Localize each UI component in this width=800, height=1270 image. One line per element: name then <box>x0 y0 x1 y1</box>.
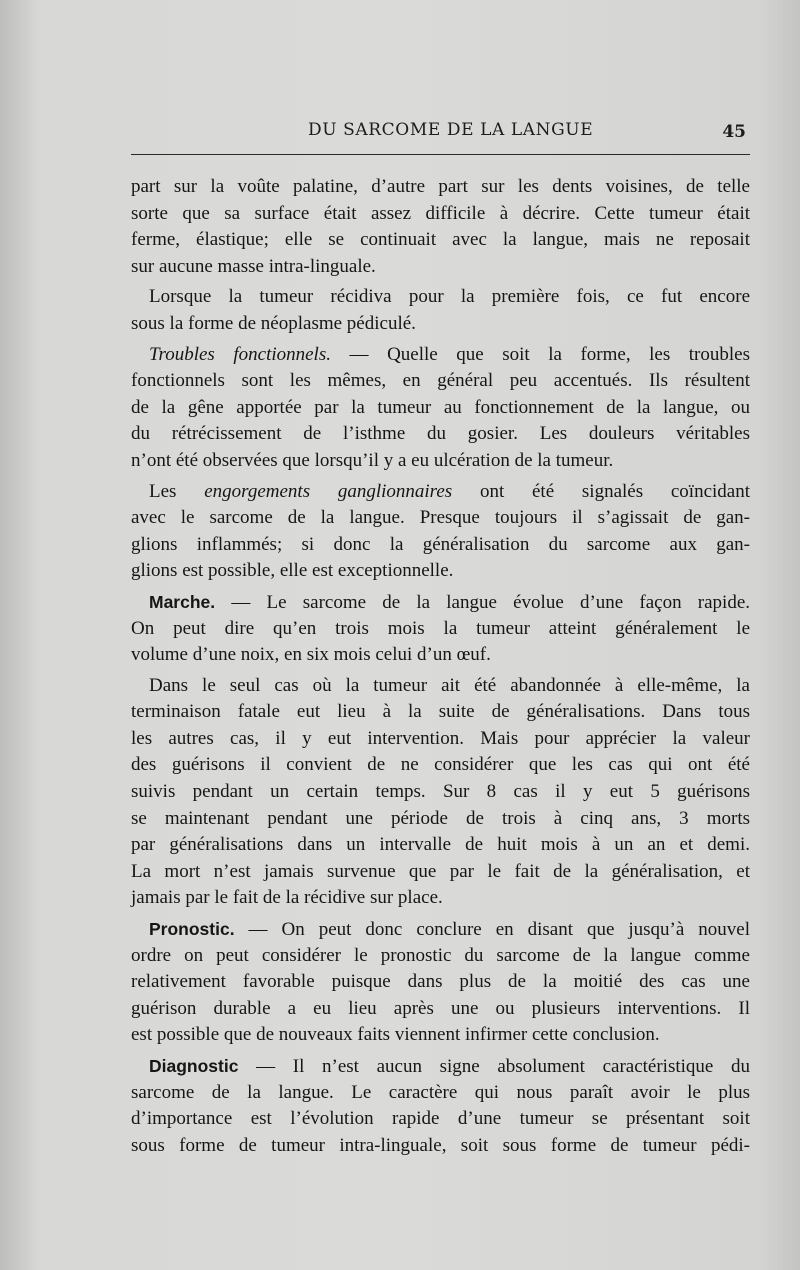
running-title: DU SARCOME DE LA LANGUE <box>308 120 594 140</box>
text-line <box>131 342 750 369</box>
paragraph-2 <box>131 284 750 337</box>
text-line: jamais par le fait de la récidive sur place. <box>131 887 443 909</box>
text-line: La mort n’est jamais survenue que par le fait de la généralisation, et <box>131 860 750 882</box>
text-line: d’importance est l’évolution rapide d’une tumeur se présentant soit <box>131 1108 750 1130</box>
paragraph-6 <box>131 673 750 912</box>
page-number: 45 <box>722 122 746 142</box>
text-line: suivis pendant un certain temps. Sur 8 cas il y eut 5 guérisons <box>131 781 750 803</box>
text-line <box>131 479 750 506</box>
section-heading-marche: Marche. <box>149 591 216 612</box>
text-fragment: — Le sarcome de la langue évolue d’une façon rapide. <box>215 591 750 613</box>
text-line: ordre on peut considérer le pronostic du sarcome de la langue comme <box>131 944 750 966</box>
section-heading-troubles: Troubles fonctionnels. <box>149 343 331 365</box>
paragraph-troubles-fonctionnels <box>131 342 750 475</box>
text-fragment: — On peut donc conclure en disant que jusqu’à nouvel <box>234 919 750 941</box>
header-rule <box>131 154 750 155</box>
paragraph-diagnostic <box>131 1053 750 1159</box>
text-line: ferme, élastique; elle se continuait avec la langue, mais ne reposait <box>131 229 750 251</box>
paragraph-pronostic <box>131 916 750 1049</box>
text-line: glions est possible, elle est exceptionnelle. <box>131 560 454 582</box>
paragraph-marche <box>131 589 750 669</box>
text-line: n’ont été observées que lorsqu’il y a eu ulcération de la tumeur. <box>131 449 614 471</box>
text-line: terminaison fatale eut lieu à la suite de généralisations. Dans tous <box>131 701 750 723</box>
text-line: sorte que sa surface était assez difficile à décrire. Cette tumeur était <box>131 202 750 224</box>
text-line: sous la forme de néoplasme pédiculé. <box>131 312 416 334</box>
text-line <box>131 1053 750 1080</box>
text-line: avec le sarcome de la langue. Presque toujours il s’agissait de gan- <box>131 507 750 529</box>
text-line: sur aucune masse intra-linguale. <box>131 255 376 277</box>
text-line: guérison durable a eu lieu après une ou plusieurs interventions. Il <box>131 997 750 1019</box>
text-line: du rétrécissement de l’isthme du gosier. Les douleurs véritables <box>131 423 750 445</box>
text-line: volume d’une noix, en six mois celui d’un œuf. <box>131 644 491 666</box>
text-line: fonctionnels sont les mêmes, en général peu accentués. Ils résultent <box>131 370 750 392</box>
text-line: se maintenant pendant une période de trois à cinq ans, 3 morts <box>131 807 750 829</box>
text-fragment: — Quelle que soit la forme, les troubles <box>330 343 750 365</box>
text-line: Lorsque la tumeur récidiva pour la première fois, ce fut encore <box>149 286 750 308</box>
text-line: les autres cas, il y eut intervention. Mais pour apprécier la valeur <box>131 727 750 749</box>
text-line: des guérisons il convient de ne considérer que les cas qui ont été <box>131 754 750 776</box>
text-line: Dans le seul cas où la tumeur ait été abandonnée à elle-même, la <box>149 674 750 696</box>
text-line: de la gêne apportée par la tumeur au fonctionnement de la langue, ou <box>131 396 750 418</box>
text-line: sous forme de tumeur intra-linguale, soit sous forme de tumeur pédi- <box>131 1134 750 1156</box>
section-heading-diagnostic: Diagnostic <box>149 1056 239 1076</box>
text-line: par généralisations dans un intervalle de huit mois à un an et demi. <box>131 834 750 856</box>
text-line <box>131 589 750 616</box>
body-text <box>131 174 750 1159</box>
text-fragment: Les <box>149 480 205 502</box>
running-head <box>130 120 750 144</box>
text-line <box>131 916 750 943</box>
text-line: glions inflammés; si donc la généralisation du sarcome aux gan- <box>131 533 750 555</box>
section-heading-pronostic: Pronostic. <box>149 919 235 940</box>
text-line: relativement favorable puisque dans plus de la moitié des cas une <box>131 971 750 993</box>
paragraph-1 <box>131 174 750 280</box>
text-line: est possible que de nouveaux faits viennent infirmer cette conclusion. <box>131 1024 660 1046</box>
text-fragment: — Il n’est aucun signe absolument caractéristique du <box>238 1056 750 1077</box>
italic-term: engorgements ganglionnaires <box>204 480 453 502</box>
text-line: sarcome de la langue. Le caractère qui nous paraît avoir le plus <box>131 1081 750 1103</box>
text-fragment: ont été signalés coïncidant <box>452 480 750 502</box>
text-line: part sur la voûte palatine, d’autre part sur les dents voisines, de telle <box>131 176 750 197</box>
text-line: On peut dire qu’en trois mois la tumeur atteint généralement le <box>131 617 750 639</box>
paragraph-engorgements <box>131 479 750 585</box>
